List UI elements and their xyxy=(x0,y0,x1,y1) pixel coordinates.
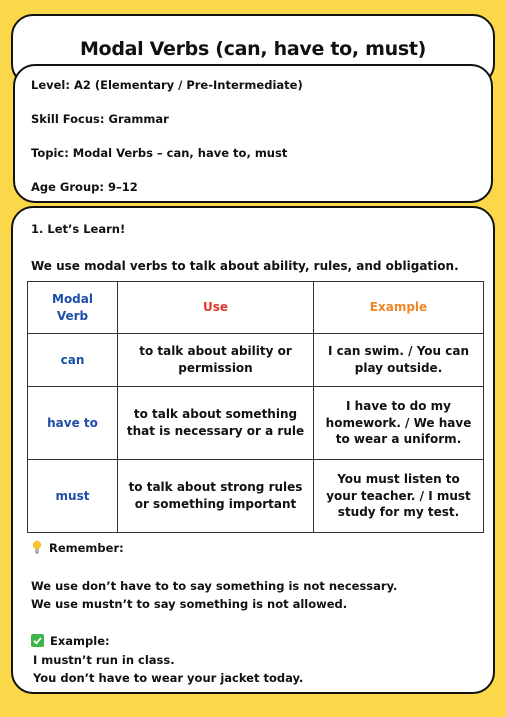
example-cell: You must listen to your teacher. / I must study for my test. xyxy=(314,460,484,533)
header-example: Example xyxy=(314,282,484,334)
modal-verb-cell: have to xyxy=(28,387,118,460)
example-cell: I can swim. / You can play outside. xyxy=(314,334,484,387)
remember-heading xyxy=(31,540,124,557)
example-line-2: You don’t have to wear your jacket today. xyxy=(33,671,304,685)
info-card xyxy=(13,64,493,203)
use-cell: to talk about something that is necessary or a rule xyxy=(118,387,314,460)
remember-line-1: We use don’t have to to say something is not necessary. xyxy=(31,579,398,593)
example-label: Example: xyxy=(50,634,110,648)
table-row xyxy=(28,387,484,460)
checkmark-icon xyxy=(31,634,44,650)
content-card xyxy=(11,206,495,694)
use-cell: to talk about strong rules or something important xyxy=(118,460,314,533)
example-heading xyxy=(31,634,110,650)
example-cell: I have to do my homework. / We have to wear a uniform. xyxy=(314,387,484,460)
modal-verb-cell: can xyxy=(28,334,118,387)
table-row xyxy=(28,460,484,533)
header-modal-verb: Modal Verb xyxy=(28,282,118,334)
table-header-row xyxy=(28,282,484,334)
example-line-1: I mustn’t run in class. xyxy=(33,653,175,667)
topic-info: Topic: Modal Verbs – can, have to, must xyxy=(31,146,288,160)
use-cell: to talk about ability or permission xyxy=(118,334,314,387)
header-use: Use xyxy=(118,282,314,334)
section-intro: We use modal verbs to talk about ability, rules, and obligation. xyxy=(31,259,459,273)
skill-info: Skill Focus: Grammar xyxy=(31,112,169,126)
lightbulb-icon xyxy=(31,540,43,557)
age-info: Age Group: 9–12 xyxy=(31,180,138,194)
remember-label: Remember: xyxy=(49,541,124,555)
remember-line-2: We use mustn’t to say something is not allowed. xyxy=(31,597,348,611)
modal-verb-cell: must xyxy=(28,460,118,533)
modal-verbs-table xyxy=(27,281,484,533)
section-title: 1. Let’s Learn! xyxy=(31,222,126,236)
level-info: Level: A2 (Elementary / Pre-Intermediate) xyxy=(31,78,303,92)
page-title: Modal Verbs (can, have to, must) xyxy=(79,38,427,60)
table-row xyxy=(28,334,484,387)
